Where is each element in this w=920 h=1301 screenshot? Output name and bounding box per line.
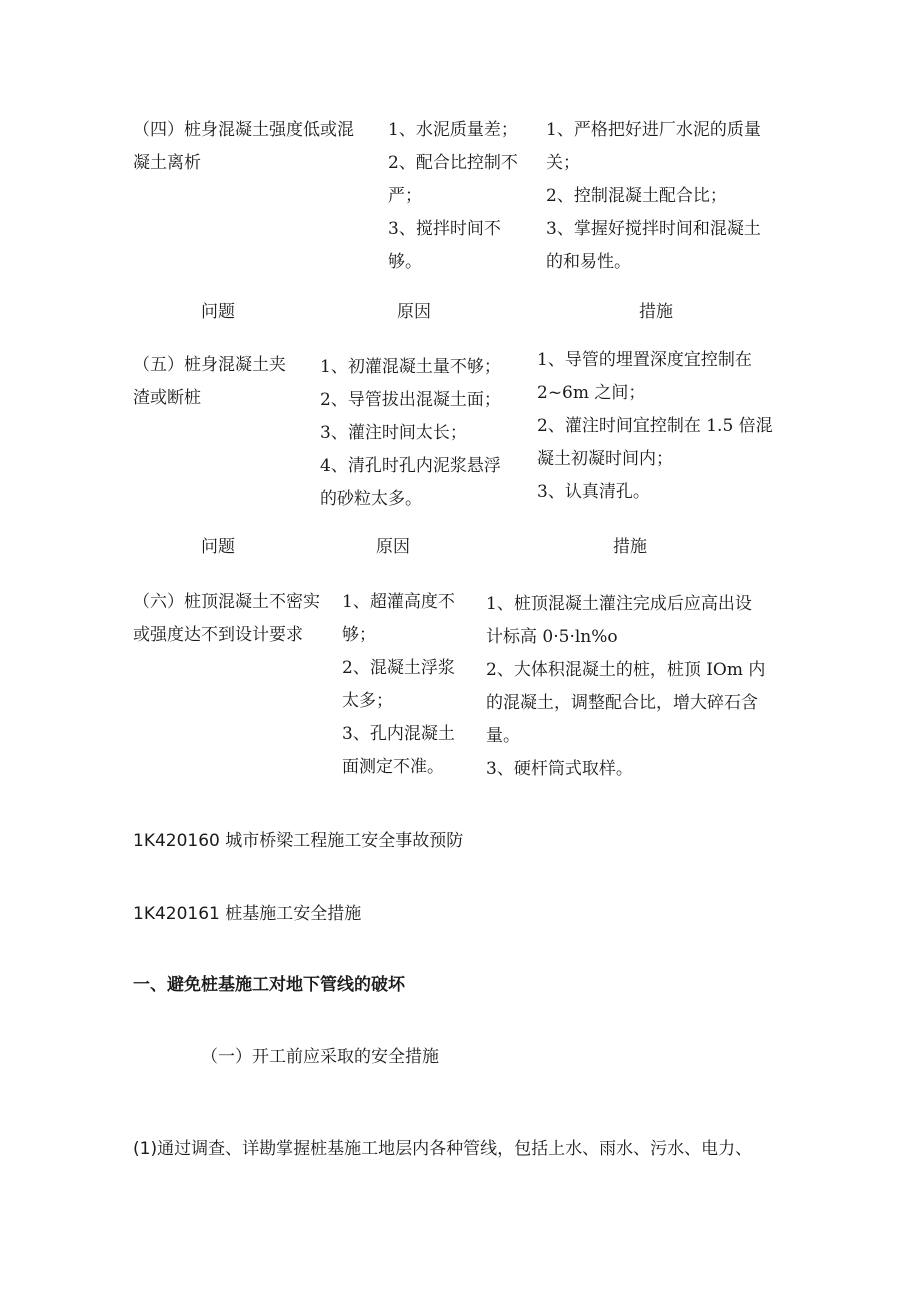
section4-problem: [133, 114, 354, 180]
section5-problem-line: 渣或断桩: [133, 388, 201, 408]
section5-cause-line: 2、导管拔出混凝土面；: [320, 390, 501, 410]
section4-measure-line: 1、严格把好进厂水泥的质量: [546, 120, 761, 140]
table-header-measure: 措施: [639, 302, 673, 322]
section5-problem-line: （五）桩身混凝土夹: [133, 355, 286, 375]
section4-cause-line: 够。: [388, 252, 422, 272]
section4-measure-line: 3、掌握好搅拌时间和混凝土: [546, 219, 761, 239]
table-header-problem: 问题: [201, 537, 235, 557]
section6-cause-line: 3、孔内混凝土: [342, 724, 455, 744]
section6-measure-line: 的混凝土，调整配合比，增大碎石含: [486, 693, 758, 713]
section4-cause-line: 2、配合比控制不: [388, 153, 518, 173]
heading-subsection-1: （一）开工前应采取的安全措施: [201, 1047, 439, 1067]
section5-measure-line: 2、灌注时间宜控制在 1.5 倍混: [537, 416, 773, 436]
section6-cause-line: 2、混凝土浮浆: [342, 658, 455, 678]
table-header-cause: 原因: [376, 537, 410, 557]
table-header-problem: 问题: [201, 302, 235, 322]
section4-measure-line: 2、控制混凝土配合比；: [546, 186, 727, 206]
section5-measure-line: 3、认真清孔。: [537, 482, 650, 502]
section4-causes: [388, 114, 518, 279]
section5-cause-line: 1、初灌混凝土量不够；: [320, 357, 501, 377]
section6-measures: [486, 588, 765, 786]
section4-measure-line: 关；: [546, 153, 580, 173]
section4-measures: [546, 114, 761, 279]
section6-problem: [133, 586, 320, 652]
section5-cause-line: 4、清孔时孔内泥浆悬浮: [320, 456, 501, 476]
section4-cause-line: 严；: [388, 186, 422, 206]
section6-causes: [342, 586, 455, 784]
section4-measure-line: 的和易性。: [546, 252, 631, 272]
section4-problem-line: 凝土离析: [133, 153, 201, 173]
section6-measure-line: 2、大体积混凝土的桩，桩顶 IOm 内: [486, 660, 766, 680]
section6-cause-line: 够；: [342, 625, 376, 645]
section6-cause-line: 面测定不准。: [342, 757, 444, 777]
section4-cause-line: 1、水泥质量差；: [388, 120, 518, 140]
section5-measure-line: 2~6m 之间；: [537, 383, 646, 403]
table-header-cause: 原因: [397, 302, 431, 322]
section6-measure-line: 量。: [486, 726, 520, 746]
section5-causes: [320, 351, 501, 516]
heading-1k420161: 1K420161 桩基施工安全措施: [133, 904, 362, 924]
section5-measures: [537, 344, 773, 509]
section6-cause-line: 1、超灌高度不: [342, 592, 455, 612]
section4-problem-line: （四）桩身混凝土强度低或混: [133, 120, 354, 140]
heading-section-1: 一、避免桩基施工对地下管线的破坏: [133, 975, 405, 995]
section5-cause-line: 3、灌注时间太长；: [320, 423, 467, 443]
section6-measure-line: 计标高 0·5·ln%o: [486, 627, 618, 647]
section4-cause-line: 3、搅拌时间不: [388, 219, 501, 239]
section5-problem: [133, 349, 286, 415]
heading-1k420160: 1K420160 城市桥梁工程施工安全事故预防: [133, 831, 464, 851]
section6-measure-line: 1、桩顶混凝土灌注完成后应高出设: [486, 594, 752, 614]
section6-problem-line: （六）桩顶混凝土不密实: [133, 592, 320, 612]
section5-measure-line: 凝土初凝时间内；: [537, 449, 673, 469]
table-header-measure: 措施: [613, 537, 647, 557]
section5-cause-line: 的砂粒太多。: [320, 489, 422, 509]
section6-cause-line: 太多；: [342, 691, 393, 711]
paragraph-1: (1)通过调查、详勘掌握桩基施工地层内各种管线，包括上水、雨水、污水、电力、: [133, 1139, 753, 1159]
section6-problem-line: 或强度达不到设计要求: [133, 625, 303, 645]
section5-measure-line: 1、导管的埋置深度宜控制在: [537, 350, 752, 370]
section6-measure-line: 3、硬杆筒式取样。: [486, 759, 633, 779]
